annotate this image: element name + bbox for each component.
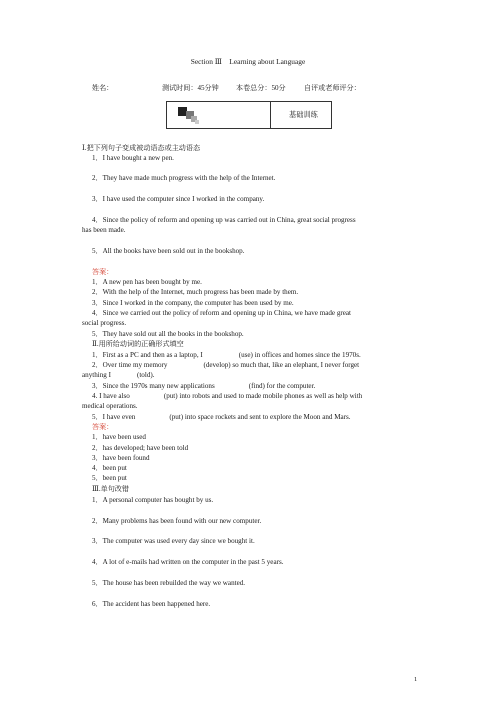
banner-logo-icon (176, 105, 200, 125)
part2-question (92, 382, 315, 391)
part3-item: 6．The accident has been happened here. (92, 600, 211, 608)
q5-after-blank: (put) into space rockets and sent to explore the Moon and Mars. (169, 413, 351, 421)
part1-item: 3．I have used the computer since I worked in the company. (92, 195, 265, 203)
part2-question-cont (82, 371, 155, 380)
part2-answer: 3．have been found (92, 454, 150, 462)
part1-item: 2．They have made much progress with the help of the Internet. (92, 174, 276, 182)
part1-answer-cont: social progress. (82, 319, 127, 327)
q2-after-blank: (develop) so much that, like an elephant, I never forget (203, 361, 360, 369)
q1-after-blank: (use) in offices and homes since the 1970s. (238, 351, 361, 359)
score-info: 本卷总分：50分 (236, 84, 286, 92)
part1-answer: 2．With the help of the Internet, much progress has been made by them. (92, 288, 299, 296)
part1-answer: 5．They have sold out all the books in the bookshop. (92, 330, 244, 338)
banner-label: 基础训练 (289, 111, 318, 119)
part3-item: 4．A lot of e-mails had written on the computer in the past 5 years. (92, 558, 284, 566)
meta-line (92, 84, 412, 93)
part3-item: 1．A personal computer has bought by us. (92, 496, 214, 504)
section-banner (166, 101, 332, 129)
part2-answer: 1．have been used (92, 433, 146, 441)
eval-info: 自评或老师评分： (304, 84, 361, 92)
part3-item: 2．Many problems has been found with our new computer. (92, 517, 262, 525)
q4-before-blank: 4. I have also (92, 392, 130, 400)
part1-heading: Ⅰ.把下列句子变成被动语态或主动语态 (82, 144, 201, 152)
name-label: 姓名： (92, 84, 114, 92)
time-info: 测试时间：45分钟 (162, 84, 219, 92)
part2-question-cont: medical operations. (82, 402, 138, 410)
part2-heading: Ⅱ.用所给动词的正确形式填空 (92, 340, 184, 348)
part2-question (92, 351, 361, 360)
q2-cont-before-blank: anything I (82, 371, 111, 379)
part2-answer: 5．been put (92, 474, 127, 482)
q4-after-blank: (put) into robots and used to made mobile phones as well as help with (163, 392, 363, 400)
q2-before-blank: 2．Over time my memory (92, 361, 168, 369)
q3-before-blank: 3．Since the 1970s many new applications (92, 382, 215, 390)
part2-question (92, 413, 351, 422)
part3-heading: Ⅲ.单句改错 (92, 485, 129, 493)
q3-after-blank: (find) for the computer. (248, 382, 316, 390)
part2-question (92, 392, 362, 401)
part2-answer: 2．has developed; have been told (92, 444, 189, 452)
q1-before-blank: 1．First as a PC and then as a laptop, I (92, 351, 203, 359)
part1-answer-label: 答案： (92, 268, 114, 276)
part3-item: 3．The computer was used every day since we bought it. (92, 537, 255, 545)
part1-item-cont: has been made. (82, 226, 126, 234)
page-number: 1 (414, 676, 418, 683)
part1-item: 1．I have bought a new pen. (92, 154, 174, 162)
part1-answer: 4．Since we carried out the policy of reform and opening up in China, we have made great (92, 309, 352, 317)
part1-item: 5．All the books have been sold out in the bookshop. (92, 247, 245, 255)
part2-answer: 4．been put (92, 464, 127, 472)
part3-item: 5．The house has been rebuilded the way we wanted. (92, 579, 246, 587)
q5-before-blank: 5．I have even (92, 413, 136, 421)
part2-answer-label: 答案： (92, 423, 114, 431)
q2-cont-after-blank: (told). (136, 371, 155, 379)
part1-item: 4．Since the policy of reform and opening up was carried out in China, great social progress (92, 216, 356, 224)
part2-question (92, 361, 359, 370)
part1-answer: 1．A new pen has been bought by me. (92, 278, 202, 286)
banner-divider (270, 102, 271, 128)
document-title: Section Ⅲ Learning about Language (190, 57, 306, 66)
part1-answer: 3．Since I worked in the company, the computer has been used by me. (92, 299, 294, 307)
